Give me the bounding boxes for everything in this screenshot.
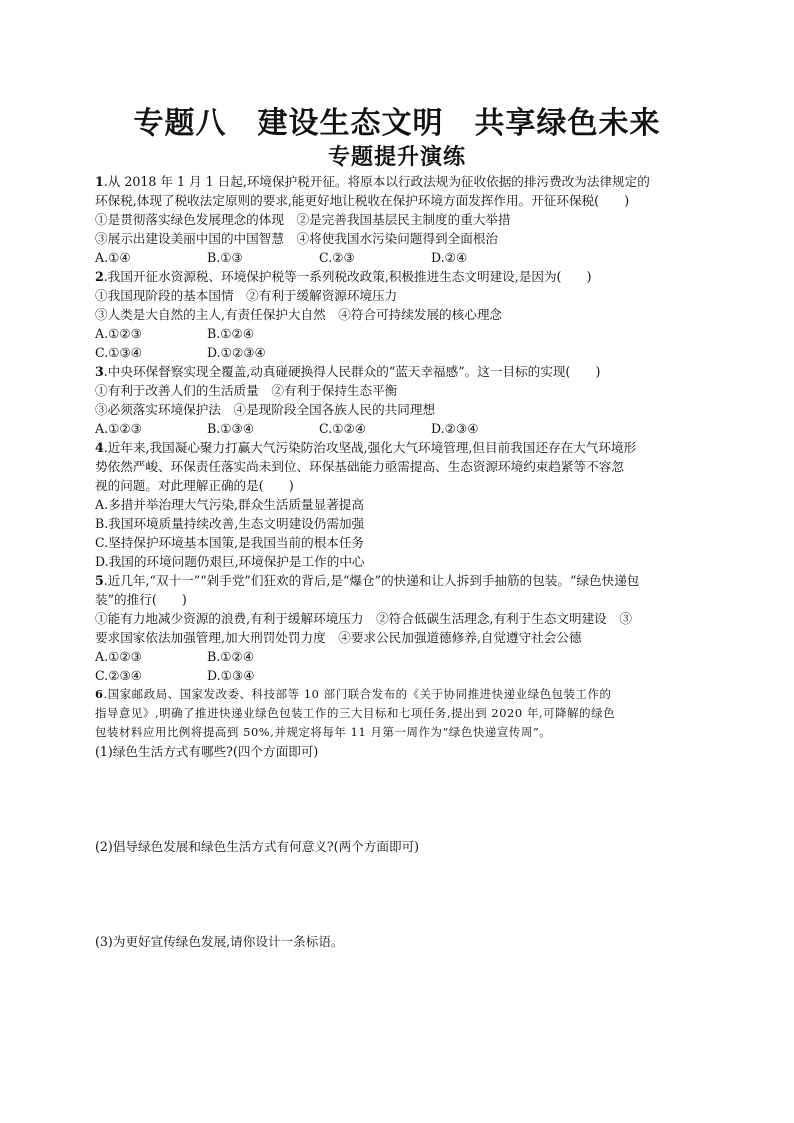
option-b[interactable]: B.我国环境质量持续改善,生态文明建设仍需加强 bbox=[95, 516, 365, 531]
option-d[interactable]: D.我国的环境问题仍艰巨,环境保护是工作的中心 bbox=[95, 554, 365, 569]
question-text: .中央环保督察实现全覆盖,动真碰硬换得人民群众的“蓝天幸福感”。这一目标的实现( ) bbox=[103, 364, 601, 379]
question-text: .近几年,“双十一”“剁手党”们狂欢的背后,是“爆仓”的快递和让人拆到手抽筋的包装。“绿色快递包 bbox=[103, 573, 640, 588]
question-text: 视的问题。对此理解正确的是( ) bbox=[95, 478, 294, 493]
option-a[interactable]: A.多措并举治理大气污染,群众生活质量显著提高 bbox=[95, 497, 364, 512]
question-4 bbox=[95, 438, 700, 571]
option-a[interactable]: A.①②③ bbox=[95, 421, 142, 436]
page-subtitle: 专题提升演练 bbox=[327, 144, 466, 170]
sub-question-2: (2)倡导绿色发展和绿色生活方式有何意义?(两个方面即可) bbox=[95, 839, 420, 854]
answer-options bbox=[95, 324, 700, 343]
question-1 bbox=[95, 172, 700, 267]
question-text: 包装材料应用比例将提高到 50%,并规定将每年 11 月第一周作为“绿色快递宣传周”。 bbox=[95, 725, 552, 739]
question-number: 4 bbox=[95, 440, 104, 455]
option-c[interactable]: C.坚持保护环境基本国策,是我国当前的根本任务 bbox=[95, 535, 365, 550]
answer-options bbox=[95, 343, 700, 362]
question-5 bbox=[95, 571, 700, 685]
question-text: .我国开征水资源税、环境保护税等一系列税改政策,积极推进生态文明建设,是因为( ) bbox=[103, 269, 592, 284]
statement-line: 要求国家依法加强管理,加大刑罚处罚力度 ④要求公民加强道德修养,自觉遵守社会公德 bbox=[95, 630, 582, 645]
question-number: 2 bbox=[95, 269, 104, 284]
answer-options bbox=[95, 419, 700, 438]
option-a[interactable]: A.①②③ bbox=[95, 649, 142, 664]
sub-question-1: (1)绿色生活方式有哪些?(四个方面即可) bbox=[95, 744, 319, 759]
option-b[interactable]: B.①③ bbox=[207, 250, 243, 265]
question-text: 装”的推行( ) bbox=[95, 592, 187, 607]
statement-line: ①是贯彻落实绿色发展理念的体现 ②是完善我国基层民主制度的重大举措 bbox=[95, 212, 511, 227]
question-6 bbox=[95, 685, 700, 1011]
answer-options bbox=[95, 647, 700, 666]
option-c[interactable]: C.②③ bbox=[319, 250, 355, 265]
option-b[interactable]: B.①③④ bbox=[207, 421, 255, 436]
question-text: 势依然严峻、环保责任落实尚未到位、环保基础能力亟需提高、生态资源环境约束趋紧等不容忽 bbox=[95, 459, 624, 474]
question-number: 1 bbox=[95, 174, 104, 189]
question-text: .从 2018 年 1 月 1 日起,环境保护税开征。将原本以行政法规为征收依据的排污费改为法律规定的 bbox=[103, 174, 650, 189]
question-number: 6 bbox=[95, 687, 104, 701]
option-c[interactable]: C.②③④ bbox=[95, 668, 143, 683]
option-a[interactable]: A.①②③ bbox=[95, 326, 142, 341]
page-title: 专题八 建设生态文明 共享绿色未来 bbox=[133, 106, 661, 141]
answer-space[interactable] bbox=[95, 761, 700, 837]
option-c[interactable]: C.①③④ bbox=[95, 345, 143, 360]
question-text: .国家邮政局、国家发改委、科技部等 10 部门联合发布的《关于协同推进快递业绿色包装工作的 bbox=[103, 687, 612, 701]
statement-line: ③必须落实环境保护法 ④是现阶段全国各族人民的共同理想 bbox=[95, 402, 436, 417]
answer-space[interactable] bbox=[95, 951, 700, 1011]
question-text: .近年来,我国凝心聚力打赢大气污染防治攻坚战,强化大气环境管理,但目前我国还存在大气环境形 bbox=[103, 440, 637, 455]
sub-question-3: (3)为更好宣传绿色发展,请你设计一条标语。 bbox=[95, 934, 344, 949]
question-number: 5 bbox=[95, 573, 104, 588]
question-3 bbox=[95, 362, 700, 438]
statement-line: ③展示出建设美丽中国的中国智慧 ④将使我国水污染问题得到全面根治 bbox=[95, 231, 498, 246]
question-number: 3 bbox=[95, 364, 104, 379]
question-text: 环保税,体现了税收法定原则的要求,能更好地让税收在保护环境方面发挥作用。开征环保税( ) bbox=[95, 193, 630, 208]
answer-space[interactable] bbox=[95, 856, 700, 932]
question-text: 指导意见》,明确了推进快递业绿色包装工作的三大目标和七项任务,提出到 2020 年,可降解的绿色 bbox=[95, 706, 616, 720]
question-list bbox=[95, 172, 700, 1011]
option-b[interactable]: B.①②④ bbox=[207, 649, 255, 664]
statement-line: ①我国现阶段的基本国情 ②有利于缓解资源环境压力 bbox=[95, 288, 398, 303]
statement-line: ①有利于改善人们的生活质量 ②有利于保持生态平衡 bbox=[95, 383, 398, 398]
option-b[interactable]: B.①②④ bbox=[207, 326, 255, 341]
answer-options bbox=[95, 666, 700, 685]
option-d[interactable]: D.②④ bbox=[431, 250, 468, 265]
option-c[interactable]: C.①②④ bbox=[319, 421, 367, 436]
option-d[interactable]: D.①②③④ bbox=[207, 345, 266, 360]
question-2 bbox=[95, 267, 700, 362]
option-a[interactable]: A.①④ bbox=[95, 250, 131, 265]
answer-options bbox=[95, 248, 700, 267]
option-d[interactable]: D.①③④ bbox=[207, 668, 255, 683]
option-d[interactable]: D.②③④ bbox=[431, 421, 479, 436]
statement-line: ①能有力地减少资源的浪费,有利于缓解环境压力 ②符合低碳生活理念,有利于生态文明建设 ③ bbox=[95, 611, 632, 626]
statement-line: ③人类是大自然的主人,有责任保护大自然 ④符合可持续发展的核心理念 bbox=[95, 307, 503, 322]
